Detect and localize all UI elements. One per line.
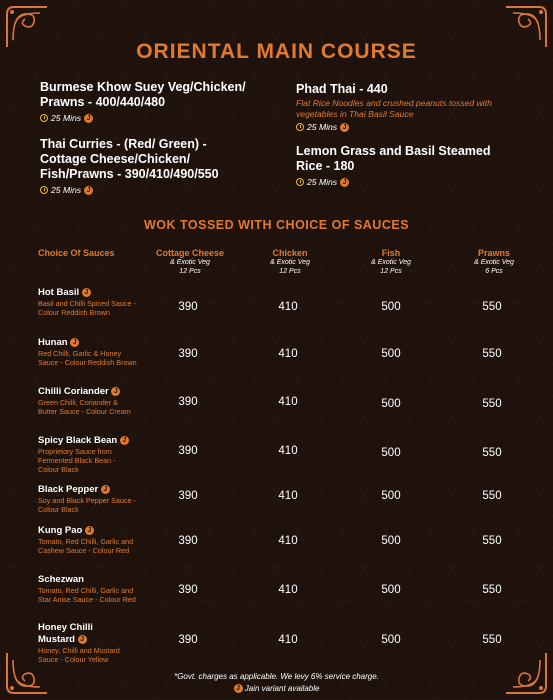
dish-time-text: 25 Mins xyxy=(307,177,338,187)
dish-time-text: 25 Mins xyxy=(51,185,82,195)
sauce-description: Tomato, Red Chilli, Garlic and Star Anise Sauce - Colour Red xyxy=(38,586,136,604)
column-header-label: Prawns xyxy=(477,248,510,258)
jain-variant-icon: J xyxy=(78,635,87,644)
price-cell: 410 xyxy=(278,396,298,408)
footer-jain-note xyxy=(0,684,553,693)
jain-variant-icon: J xyxy=(340,178,349,187)
column-header-sub: & Exotic Veg xyxy=(270,259,310,266)
clock-icon xyxy=(40,186,48,194)
jain-variant-icon: J xyxy=(101,485,110,494)
dish-name: Thai Curries - (Red/ Green) - Cottage Cheese/Chicken/ Fish/Prawns - 390/410/490/550 xyxy=(40,137,219,181)
price-cell: 550 xyxy=(482,348,502,360)
price-cell: 410 xyxy=(278,348,298,360)
jain-variant-icon: J xyxy=(120,436,129,445)
sauce-description: Proprietory Sauce from Fermented Black Bean - Colour Black xyxy=(38,447,116,474)
dish-item xyxy=(40,80,265,123)
sauce-name: Kung Pao xyxy=(38,525,83,536)
price-cell: 500 xyxy=(381,447,401,459)
jain-variant-icon: J xyxy=(234,684,243,693)
price-cell: 410 xyxy=(278,584,298,596)
sauce-cell xyxy=(38,484,138,514)
section-title: WOK TOSSED WITH CHOICE OF SAUCES xyxy=(143,218,410,232)
sauce-name: Hot Basil xyxy=(38,287,80,298)
dish-name: Burmese Khow Suey Veg/Chicken/ Prawns - 400/440/480 xyxy=(40,80,246,109)
column-header-sub: 12 Pcs xyxy=(279,268,301,275)
price-cell: 410 xyxy=(278,445,298,457)
price-cell: 390 xyxy=(178,634,198,646)
dish-description: Flat Rice Noodles and crushed peanuts tossed with vegetables in Thai Basil Sauce xyxy=(296,98,492,119)
column-header-sub: & Exotic Veg xyxy=(170,259,210,266)
jain-variant-icon: J xyxy=(84,114,93,123)
clock-icon xyxy=(40,114,48,122)
column-header xyxy=(449,248,539,276)
sauce-name: Black Pepper xyxy=(38,484,99,495)
sauce-name: Chilli Coriander xyxy=(38,386,109,397)
page-title: ORIENTAL MAIN COURSE xyxy=(136,40,417,63)
sauce-cell xyxy=(38,287,138,317)
dish-time xyxy=(40,113,265,123)
jain-note-text: Jain variant available xyxy=(244,684,320,693)
price-cell: 500 xyxy=(381,535,401,547)
price-cell: 550 xyxy=(482,301,502,313)
dish-time-text: 25 Mins xyxy=(51,113,82,123)
sauce-description: Green Chilli, Coriander & Butter Sauce - Colour Cream xyxy=(38,398,131,416)
column-header-sub: 6 Pcs xyxy=(485,268,503,275)
price-cell: 390 xyxy=(178,535,198,547)
column-header-label: Fish xyxy=(381,248,401,258)
column-header xyxy=(245,248,335,276)
dish-time-text: 25 Mins xyxy=(307,122,338,132)
column-header-label: Choice Of Sauces xyxy=(38,248,115,258)
sauce-name: Hunan xyxy=(38,337,68,348)
price-cell: 390 xyxy=(178,301,198,313)
price-cell: 500 xyxy=(381,490,401,502)
sauce-description: Red Chilli, Garlic & Honey Sauce - Colour Reddish Brown xyxy=(38,349,137,367)
sauce-name: Schezwan xyxy=(38,574,84,585)
jain-variant-icon: J xyxy=(82,288,91,297)
sauce-description: Honey, Chilli and Mustard Sauce - Colour Yellow xyxy=(38,646,120,664)
dish-name: Phad Thai - 440 xyxy=(296,82,388,96)
dish-item xyxy=(296,82,521,132)
jain-variant-icon: J xyxy=(111,387,120,396)
sauce-cell xyxy=(38,386,138,416)
price-cell: 410 xyxy=(278,490,298,502)
price-cell: 390 xyxy=(178,348,198,360)
clock-icon xyxy=(296,178,304,186)
column-header-sub: & Exotic Veg xyxy=(474,259,514,266)
dish-time xyxy=(40,185,255,195)
column-header-sub: 12 Pcs xyxy=(380,268,402,275)
jain-variant-icon: J xyxy=(340,123,349,132)
jain-variant-icon: J xyxy=(84,186,93,195)
column-header xyxy=(145,248,235,276)
sauce-cell xyxy=(38,337,138,367)
price-cell: 390 xyxy=(178,445,198,457)
sauce-cell xyxy=(38,435,138,474)
sauce-cell xyxy=(38,574,138,604)
sauce-description: Tomato, Red Chilli, Garlic and Cashew Sauce - Colour Red xyxy=(38,537,134,555)
price-cell: 390 xyxy=(178,396,198,408)
price-cell: 500 xyxy=(381,584,401,596)
price-cell: 500 xyxy=(381,348,401,360)
column-header xyxy=(38,248,115,258)
price-cell: 410 xyxy=(278,301,298,313)
sauce-description: Soy and Black Pepper Sauce - Colour Black xyxy=(38,496,136,514)
price-cell: 550 xyxy=(482,634,502,646)
sauce-cell xyxy=(38,525,138,555)
dish-time xyxy=(296,122,521,132)
sauce-description: Basil and Chilli Spiced Sauce - Colour Reddish Brown xyxy=(38,299,136,317)
column-header-sub: 12 Pcs xyxy=(179,268,201,275)
sauce-cell xyxy=(38,622,120,664)
dish-item xyxy=(40,137,255,195)
column-header xyxy=(346,248,436,276)
price-cell: 390 xyxy=(178,490,198,502)
column-header-label: Cottage Cheese xyxy=(155,248,225,258)
price-cell: 500 xyxy=(381,398,401,410)
jain-variant-icon: J xyxy=(85,526,94,535)
clock-icon xyxy=(296,123,304,131)
price-cell: 550 xyxy=(482,490,502,502)
column-header-sub: & Exotic Veg xyxy=(371,259,411,266)
dish-item xyxy=(296,144,511,187)
price-cell: 500 xyxy=(381,301,401,313)
footer-note: *Govt. charges as applicable. We levy 6% service charge. xyxy=(174,672,379,681)
price-cell: 390 xyxy=(178,584,198,596)
sauce-name: Spicy Black Bean xyxy=(38,435,118,446)
column-header-label: Chicken xyxy=(272,248,308,258)
price-cell: 410 xyxy=(278,535,298,547)
dish-time xyxy=(296,177,511,187)
price-cell: 550 xyxy=(482,447,502,459)
price-cell: 550 xyxy=(482,584,502,596)
dish-name: Lemon Grass and Basil Steamed Rice - 180 xyxy=(296,144,491,173)
price-cell: 550 xyxy=(482,398,502,410)
price-cell: 410 xyxy=(278,634,298,646)
price-cell: 550 xyxy=(482,535,502,547)
price-cell: 500 xyxy=(381,634,401,646)
jain-variant-icon: J xyxy=(70,338,79,347)
sauce-name: Honey Chilli Mustard xyxy=(38,622,93,645)
